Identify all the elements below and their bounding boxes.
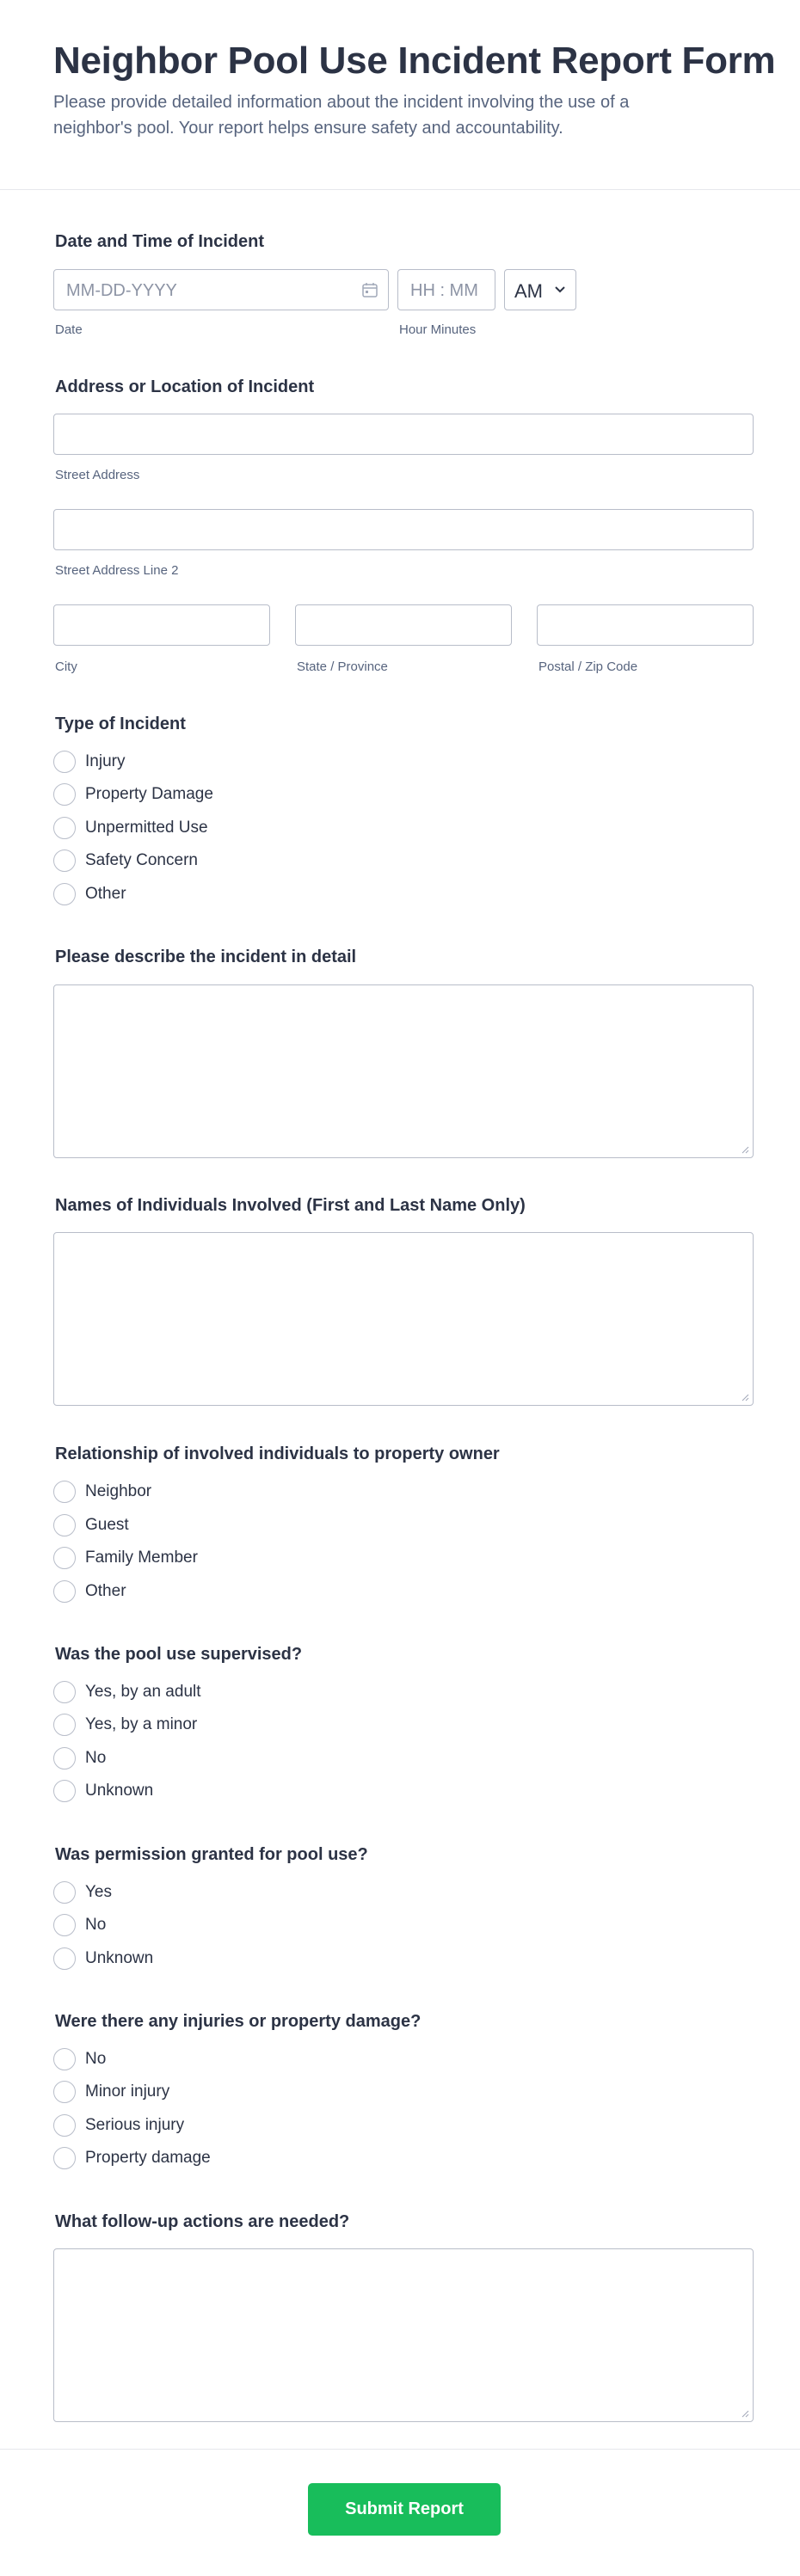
supervised-label: Was the pool use supervised? [55,1645,303,1664]
radio-button[interactable] [53,783,76,806]
option-label: Property Damage [85,785,213,803]
time-input[interactable] [397,269,495,310]
injuries-label: Were there any injuries or property damage? [55,2012,422,2031]
date-input[interactable] [53,269,389,310]
radio-button[interactable] [53,1914,76,1936]
option-label: Yes, by a minor [85,1715,198,1733]
street-address-sublabel: Street Address [55,468,140,482]
submit-button[interactable]: Submit Report [308,2483,501,2536]
resize-handle-icon[interactable] [741,1393,749,1401]
city-sublabel: City [55,659,77,674]
radio-button[interactable] [53,751,76,773]
option-label: No [85,1916,107,1934]
relationship-label: Relationship of involved individuals to property owner [55,1444,500,1463]
chevron-down-icon [555,286,565,293]
option-label: Serious injury [85,2116,185,2134]
street-address-line2-input[interactable] [53,509,754,550]
radio-button[interactable] [53,1481,76,1503]
state-input[interactable] [295,604,512,646]
radio-button[interactable] [53,883,76,905]
page-title: Neighbor Pool Use Incident Report Form [53,40,776,82]
option-label: Minor injury [85,2082,170,2101]
option-label: Other [85,885,126,903]
page-subtitle: Please provide detailed information about the incident involving the use of a neighbor's pool. Your report helps ensure safety and accountability. [53,93,630,138]
names-label: Names of Individuals Involved (First and Last Name Only) [55,1196,526,1215]
calendar-icon[interactable] [362,283,378,297]
resize-handle-icon[interactable] [741,2409,749,2418]
address-label: Address or Location of Incident [55,377,315,396]
radio-button[interactable] [53,1514,76,1536]
names-textarea[interactable] [53,1232,754,1406]
radio-button[interactable] [53,2048,76,2070]
time-sublabel: Hour Minutes [399,322,477,337]
option-label: No [85,1749,107,1767]
zip-sublabel: Postal / Zip Code [538,659,638,674]
date-placeholder: MM-DD-YYYY [66,281,177,300]
option-label: Yes [85,1883,112,1901]
radio-button[interactable] [53,1547,76,1569]
option-label: Unknown [85,1782,154,1800]
radio-button[interactable] [53,1947,76,1970]
form-footer [0,2449,800,2576]
radio-button[interactable] [53,1881,76,1904]
followup-textarea[interactable] [53,2248,754,2422]
followup-label: What follow-up actions are needed? [55,2212,350,2231]
option-label: Other [85,1582,126,1600]
radio-button[interactable] [53,1580,76,1603]
description-textarea[interactable] [53,984,754,1158]
radio-button[interactable] [53,817,76,839]
radio-button[interactable] [53,2147,76,2169]
radio-button[interactable] [53,1714,76,1736]
street-address-line2-sublabel: Street Address Line 2 [55,563,179,578]
ampm-value: AM [514,280,543,302]
radio-button[interactable] [53,2114,76,2137]
street-address-input[interactable] [53,414,754,455]
radio-button[interactable] [53,1681,76,1703]
description-label: Please describe the incident in detail [55,948,357,966]
option-label: Safety Concern [85,851,198,869]
form-header [0,0,800,190]
datetime-label: Date and Time of Incident [55,232,264,251]
time-placeholder: HH : MM [410,281,478,300]
radio-button[interactable] [53,849,76,872]
radio-button[interactable] [53,1747,76,1769]
option-label: No [85,2050,107,2068]
city-input[interactable] [53,604,270,646]
state-sublabel: State / Province [297,659,388,674]
date-sublabel: Date [55,322,83,337]
option-label: Unknown [85,1949,154,1967]
option-label: Injury [85,752,126,770]
ampm-select[interactable] [504,269,576,310]
option-label: Family Member [85,1549,198,1567]
resize-handle-icon[interactable] [741,1145,749,1154]
option-label: Yes, by an adult [85,1683,201,1701]
incident-type-label: Type of Incident [55,715,186,733]
radio-button[interactable] [53,1780,76,1802]
option-label: Property damage [85,2149,211,2167]
radio-button[interactable] [53,2081,76,2103]
option-label: Neighbor [85,1482,152,1500]
permission-label: Was permission granted for pool use? [55,1845,368,1864]
option-label: Guest [85,1516,129,1534]
zip-input[interactable] [537,604,754,646]
option-label: Unpermitted Use [85,819,208,837]
